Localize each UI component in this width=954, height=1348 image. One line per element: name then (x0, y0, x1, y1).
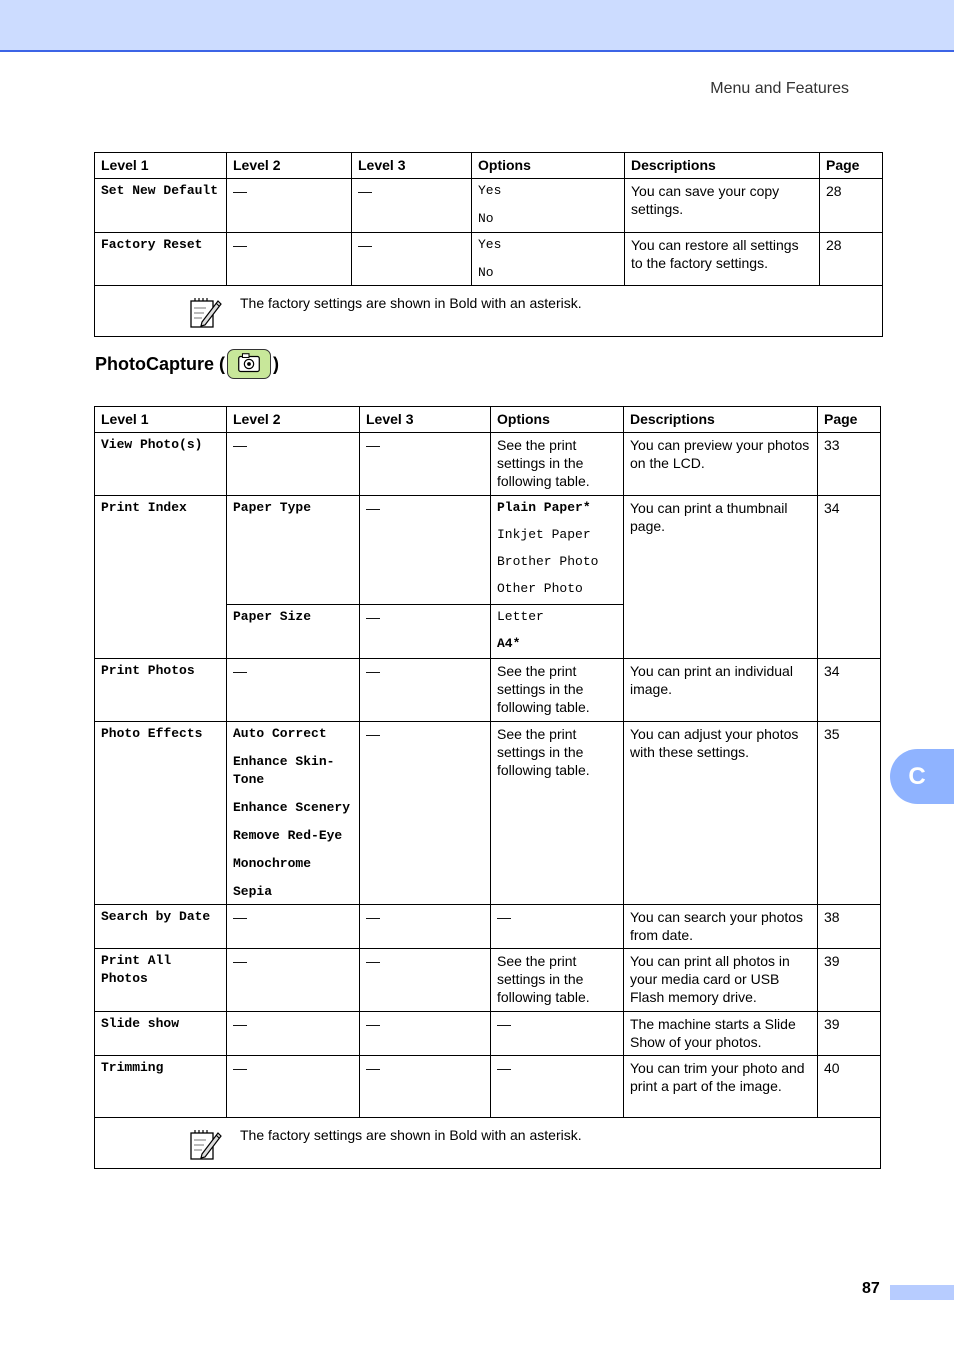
page-cell: 39 (818, 949, 881, 1012)
level1-cell: Trimming (95, 1056, 227, 1118)
page-cell: 39 (818, 1012, 881, 1056)
effect-sepia: Sepia (233, 884, 273, 899)
level3-cell: — (360, 949, 491, 1012)
section-title-prefix: PhotoCapture ( (95, 353, 225, 374)
level3-cell: — (352, 179, 472, 233)
description-cell: You can trim your photo and print a part of the image. (624, 1056, 818, 1118)
level2-cell: — (227, 949, 360, 1012)
note-pencil-icon (189, 1127, 223, 1161)
description-cell: You can print all photos in your media card or USB Flash memory drive. (624, 949, 818, 1012)
camera-icon (228, 350, 270, 378)
level3-cell: — (360, 1012, 491, 1056)
header-level2: Level 2 (227, 153, 352, 179)
level2-cell: — (227, 1012, 360, 1056)
option-plain-paper: Plain Paper* (497, 500, 591, 515)
options-cell (491, 496, 624, 605)
top-header-band (0, 0, 954, 52)
table-header-row (95, 153, 883, 179)
table-row (95, 496, 881, 605)
level1-cell: Slide show (95, 1012, 227, 1056)
effect-enhance-scenery: Enhance Scenery (233, 800, 351, 815)
description-cell: You can print an individual image. (624, 659, 818, 722)
option-letter: Letter (497, 609, 544, 624)
table-row (95, 233, 883, 286)
option-a4: A4* (497, 636, 521, 651)
level3-cell: — (360, 496, 491, 605)
options-cell: See the print settings in the following table. (491, 659, 624, 722)
page-cell: 33 (818, 433, 881, 496)
header-descriptions: Descriptions (624, 407, 818, 433)
options-cell: See the print settings in the following table. (491, 722, 624, 905)
level3-cell: — (360, 659, 491, 722)
option-other-photo: Other Photo (497, 581, 583, 596)
header-page: Page (818, 407, 881, 433)
header-level3: Level 3 (352, 153, 472, 179)
table-row (95, 179, 883, 233)
level1-cell: Photo Effects (95, 722, 227, 905)
table-row (95, 1056, 881, 1118)
option-yes: Yes (478, 183, 502, 198)
header-level1: Level 1 (95, 407, 227, 433)
level3-cell: — (360, 605, 491, 659)
effect-remove-red-eye: Remove Red-Eye (233, 828, 343, 843)
level1-cell: Print All Photos (95, 949, 227, 1012)
options-cell (472, 233, 625, 286)
header-page: Page (820, 153, 883, 179)
options-cell: — (491, 1012, 624, 1056)
header-level3: Level 3 (360, 407, 491, 433)
note-text: The factory settings are shown in Bold with an asterisk. (240, 1127, 582, 1143)
options-cell: See the print settings in the following table. (491, 433, 624, 496)
options-cell: — (491, 1056, 624, 1118)
options-cell: — (491, 905, 624, 949)
page-number-bar (890, 1285, 954, 1300)
level1-cell: View Photo(s) (95, 433, 227, 496)
options-cell (472, 179, 625, 233)
level2-cell: Paper Type (227, 496, 360, 605)
section-heading-photocapture (95, 348, 279, 380)
table-row (95, 1012, 881, 1056)
level1-cell: Print Index (95, 496, 227, 659)
header-options: Options (491, 407, 624, 433)
level2-cell: — (227, 659, 360, 722)
option-no: No (478, 211, 494, 226)
option-yes: Yes (478, 237, 502, 252)
header-level1: Level 1 (95, 153, 227, 179)
header-level2: Level 2 (227, 407, 360, 433)
level2-cell: — (227, 1056, 360, 1118)
running-header: Menu and Features (710, 80, 849, 97)
page-cell: 34 (818, 659, 881, 722)
description-cell: The machine starts a Slide Show of your photos. (624, 1012, 818, 1056)
page-cell: 28 (820, 179, 883, 233)
option-inkjet-paper: Inkjet Paper (497, 527, 591, 542)
level1-cell: Set New Default (95, 179, 227, 233)
level2-cell: — (227, 433, 360, 496)
description-cell: You can print a thumbnail page. (624, 496, 818, 659)
general-setup-table (94, 152, 883, 337)
note-row (95, 1118, 881, 1169)
note-pencil-icon (189, 295, 223, 329)
options-cell: See the print settings in the following table. (491, 949, 624, 1012)
page-cell: 38 (818, 905, 881, 949)
page-cell: 34 (818, 496, 881, 659)
page-cell: 35 (818, 722, 881, 905)
description-cell: You can save your copy settings. (625, 179, 820, 233)
level2-cell: — (227, 233, 352, 286)
page-cell: 28 (820, 233, 883, 286)
level1-cell: Search by Date (95, 905, 227, 949)
page-number: 87 (862, 1280, 880, 1297)
effect-monochrome: Monochrome (233, 856, 312, 871)
options-cell (491, 605, 624, 659)
chapter-tab: C (890, 749, 954, 804)
option-no: No (478, 265, 494, 280)
level3-cell: — (352, 233, 472, 286)
description-cell: You can restore all settings to the factory settings. (625, 233, 820, 286)
table-row (95, 659, 881, 722)
level3-cell: — (360, 905, 491, 949)
option-brother-photo: Brother Photo (497, 554, 599, 569)
header-descriptions: Descriptions (625, 153, 820, 179)
table-row (95, 949, 881, 1012)
note-row (95, 286, 883, 337)
note-text: The factory settings are shown in Bold with an asterisk. (240, 295, 582, 311)
table-row (95, 433, 881, 496)
description-cell: You can preview your photos on the LCD. (624, 433, 818, 496)
level2-cell (227, 722, 360, 905)
level2-cell: — (227, 179, 352, 233)
table-row (95, 722, 881, 905)
level1-cell: Print Photos (95, 659, 227, 722)
level2-cell: — (227, 905, 360, 949)
header-options: Options (472, 153, 625, 179)
description-cell: You can search your photos from date. (624, 905, 818, 949)
effect-enhance-skin-tone: Enhance Skin-Tone (233, 754, 335, 787)
section-title-suffix: ) (273, 353, 279, 374)
level3-cell: — (360, 433, 491, 496)
table-header-row (95, 407, 881, 433)
photocapture-button-icon (227, 349, 271, 379)
page-cell: 40 (818, 1056, 881, 1118)
level2-cell: Paper Size (227, 605, 360, 659)
effect-auto-correct: Auto Correct (233, 726, 327, 741)
level3-cell: — (360, 1056, 491, 1118)
description-cell: You can adjust your photos with these settings. (624, 722, 818, 905)
level3-cell: — (360, 722, 491, 905)
table-row (95, 905, 881, 949)
level1-cell: Factory Reset (95, 233, 227, 286)
photocapture-table (94, 406, 881, 1169)
